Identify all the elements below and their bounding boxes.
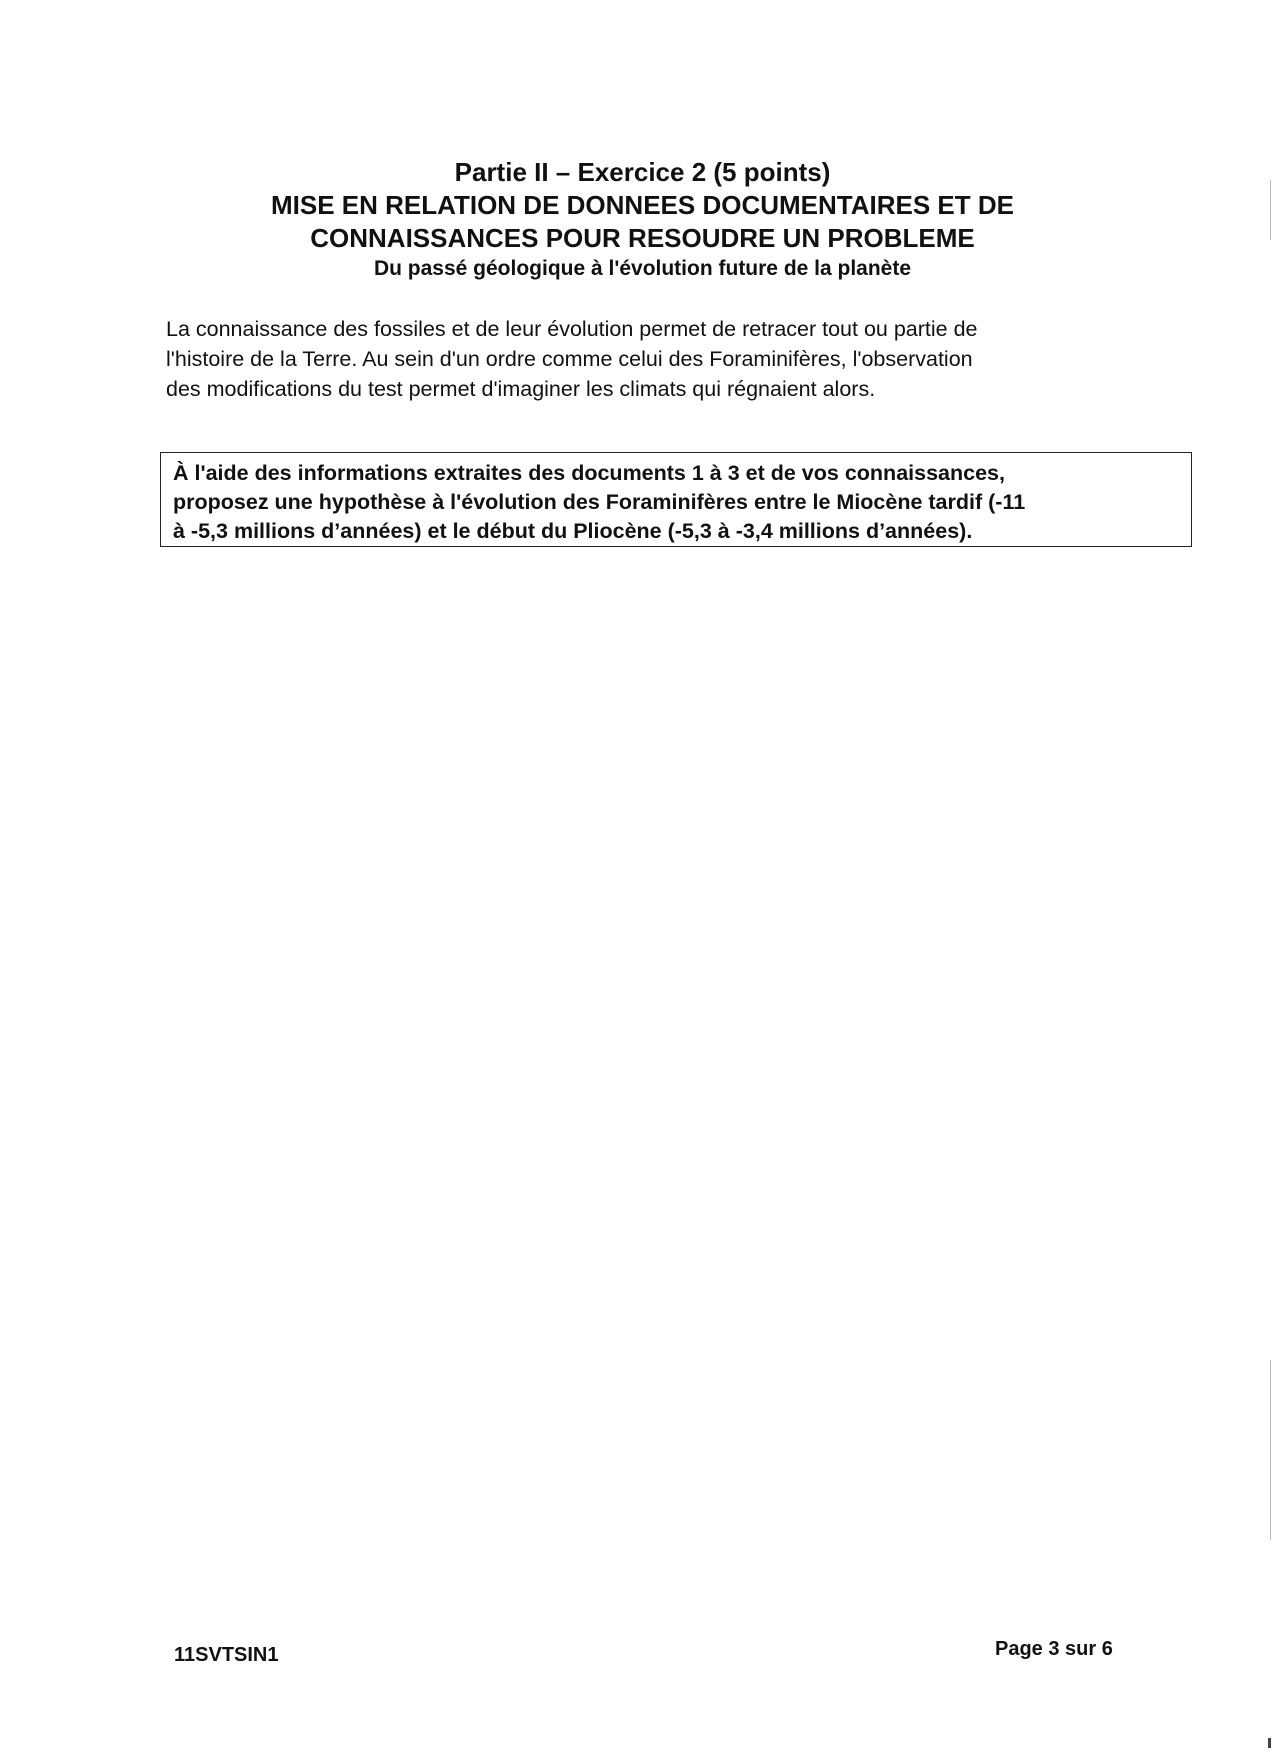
task-line-3: à -5,3 millions d’années) et le début du Pliocène (-5,3 à -3,4 millions d’années). xyxy=(173,519,973,543)
scan-edge-mark xyxy=(1270,180,1271,240)
scan-edge-mark xyxy=(1270,1360,1271,1540)
intro-line-3: des modifications du test permet d'imaginer les climats qui régnaient alors. xyxy=(166,377,876,401)
exercise-title-line-2: CONNAISSANCES POUR RESOUDRE UN PROBLEME xyxy=(310,223,975,253)
task-line-2: proposez une hypothèse à l'évolution des Foraminifères entre le Miocène tardif (-11 xyxy=(173,490,1026,514)
task-instruction-box xyxy=(160,452,1192,547)
intro-line-2: l'histoire de la Terre. Au sein d'un ordre comme celui des Foraminifères, l'observation xyxy=(166,347,973,371)
scan-edge-mark xyxy=(1268,1738,1271,1748)
intro-line-1: La connaissance des fossiles et de leur évolution permet de retracer tout ou partie de xyxy=(166,317,978,341)
exercise-part-title: Partie II – Exercice 2 (5 points) xyxy=(454,157,831,187)
exam-code: 11SVTSIN1 xyxy=(174,1644,279,1666)
exercise-subtitle: Du passé géologique à l'évolution future de la planète xyxy=(373,257,912,280)
exercise-header xyxy=(160,156,1125,283)
task-line-1: À l'aide des informations extraites des documents 1 à 3 et de vos connaissances, xyxy=(173,461,1005,485)
intro-paragraph xyxy=(166,314,1126,404)
exercise-title-line-1: MISE EN RELATION DE DONNEES DOCUMENTAIRES ET DE xyxy=(271,190,1014,220)
page-number: Page 3 sur 6 xyxy=(995,1638,1113,1660)
